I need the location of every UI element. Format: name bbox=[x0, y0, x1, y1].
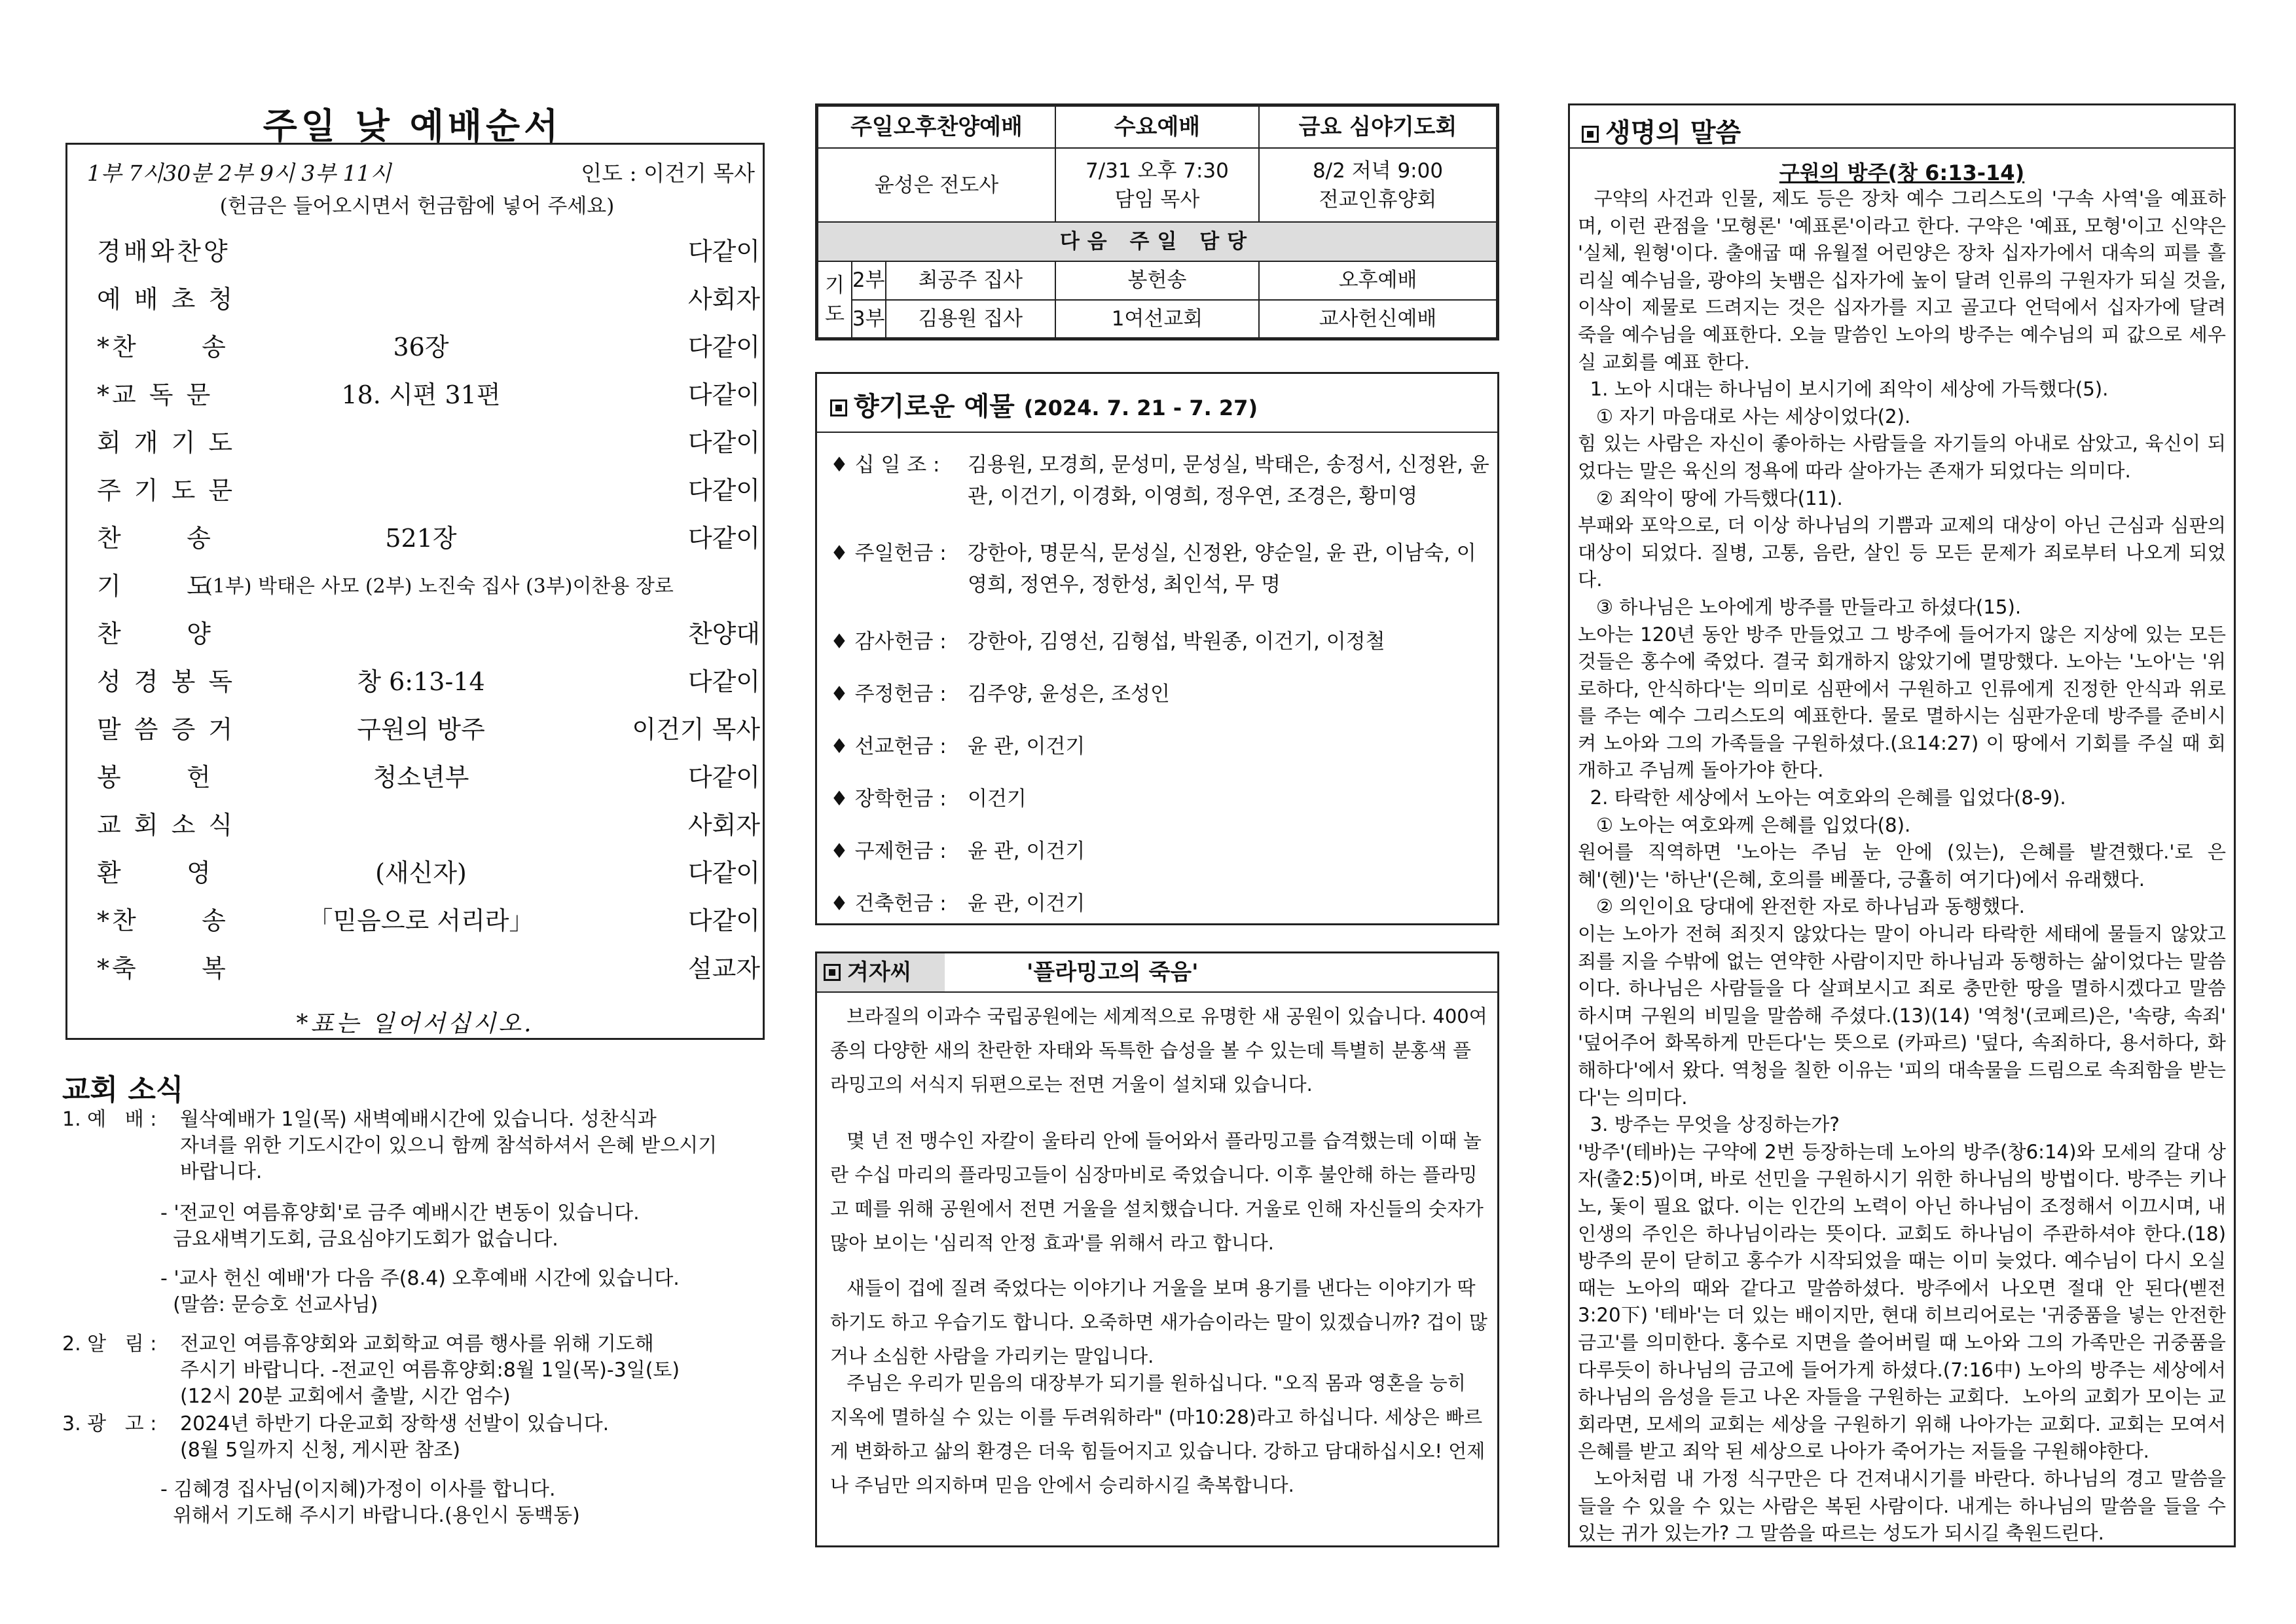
sermon-paragraph: 1. 노아 시대는 하나님이 보시기에 죄악이 세상에 가득했다(5). bbox=[1578, 378, 2109, 401]
sermon-paragraph: ① 자기 마음대로 사는 세상이었다(2). bbox=[1578, 405, 1911, 428]
sermon-paragraph: 구약의 사건과 인물, 제도 등은 장차 예수 그리스도의 '구속 사역'을 예표하며, 이런 관점을 '모형론' '예표론'이라고 한다. 구약은 '예표, 모형'이고 신약은 '실체, 원형'이다. 출애굽 때 유월절 어린양은 장차 십자가에서 대속의 피를 흘리실 예수님을, 광야의 놋뱀은 십자가에 높이 달려 인류의 구원자가 되실 것을, 이삭이 제물로 드려지는 것은 십자가를 지고 골고다 언덕에서 십자가에 달려 죽을 예수님을 예표한다. 오늘 말씀인 노아의 방주는 예수님의 피 값으로 세우실 교회를 예표 한다. bbox=[1578, 187, 2232, 373]
order-item-leader: 다같이 bbox=[687, 667, 760, 696]
offering-row-label: ♦ 건축헌금 : bbox=[830, 892, 947, 915]
order-item-leader: 다같이 bbox=[687, 906, 760, 935]
offering-row-label: ♦ 구제헌금 : bbox=[830, 840, 947, 863]
order-item-name: 찬 송 bbox=[97, 524, 213, 553]
essay-paragraph: 새들이 겁에 질려 죽었다는 이야기나 거울을 보며 용기를 낸다는 이야기가 딱하기도 하고 우습기도 합니다. 오죽하면 새가슴이라는 말이 있겠습니까? 겁이 많거나 소심한 사람을 가리키는 말입니다. bbox=[830, 1277, 1488, 1367]
order-item-detail: (1부) 박태은 사모 (2부) 노진숙 집사 (3부)이찬용 장로 bbox=[205, 575, 674, 598]
news-line: 자녀를 위한 기도시간이 있으니 함께 참석하셔서 은혜 받으시기 bbox=[180, 1134, 718, 1157]
news-item-text bbox=[160, 1477, 763, 1529]
offering-row-names: 윤 관, 이건기 bbox=[968, 840, 1085, 863]
offering-row-label: ♦ 감사헌금 : bbox=[830, 630, 947, 654]
offering-song-value: 1여선교회 bbox=[1055, 300, 1259, 338]
order-item-content: 구원의 방주 bbox=[357, 715, 485, 744]
essay-section bbox=[815, 951, 1499, 1547]
next-week-title: 다음 주일 담당 bbox=[818, 222, 1497, 261]
order-item-leader: 찬양대 bbox=[687, 619, 760, 648]
offering-title: 향기로운 예물 (2024. 7. 21 - 7. 27) bbox=[830, 386, 1258, 423]
sermon-paragraph: 노아는 120년 동안 방주 만들었고 그 방주에 들어가지 않은 지상에 있는 모든 것들은 홍수에 죽었다. 결국 회개하지 않았기에 멸망했다. 노아는 '노아'는 '위로하다, 안식하다'는 의미로 심판에서 구원하고 인류에게 진정한 안식과 위로를 주는 예수 그리스도의 예표한다. 물로 멸하시는 심판가운데 방주를 준비시켜 노아와 그의 가족들을 구원하셨다.(요14:27) 이 땅에서 기회를 주실 때 회개하고 주님께 돌아가야 한다. bbox=[1578, 623, 2232, 782]
news-line: 금요새벽기도회, 금요심야기도회가 없습니다. bbox=[160, 1228, 558, 1251]
order-item-leader: 다같이 bbox=[687, 858, 760, 887]
sermon-paragraph: ② 의인이요 당대에 완전한 자로 하나님과 동행했다. bbox=[1578, 895, 2025, 918]
offering-row-names: 강한아, 명문식, 문성실, 신정완, 양순일, 윤 관, 이남숙, 이영희, 정연우, 정한성, 최인석, 무 명 bbox=[968, 542, 1476, 597]
essay-tag: 겨자씨 bbox=[817, 953, 945, 991]
order-row bbox=[67, 365, 767, 413]
essay-paragraph: 몇 년 전 맹수인 자칼이 울타리 안에 들어와서 플라밍고를 습격했는데 이때 놀란 수십 마리의 플라밍고들이 심장마비로 죽었습니다. 이후 불안해 하는 플라밍고 떼를 위해 공원에서 전면 거울을 설치했습니다. 거울로 인해 자신들의 숫자가 많아 보이는 '심리적 안정 효과'를 위해서 라고 합니다. bbox=[830, 1130, 1484, 1254]
order-item-leader: 다같이 bbox=[687, 763, 760, 792]
sermon-title: 구원의 방주(창 6:13-14) bbox=[1779, 160, 2025, 185]
news-item-label: 2. 알 림 : bbox=[62, 1333, 157, 1356]
schedule-header-sunday-pm: 주일오후찬양예배 bbox=[818, 106, 1055, 148]
offering-row-names: 이건기 bbox=[968, 787, 1027, 811]
order-row bbox=[67, 318, 767, 365]
offering-row-label: ♦ 주일헌금 : bbox=[830, 542, 947, 565]
offering-row-names: 강한아, 김영선, 김형섭, 박원종, 이건기, 이정철 bbox=[968, 630, 1385, 654]
offering-row-names: 윤 관, 이건기 bbox=[968, 735, 1085, 758]
offering-row-label: ♦ 십 일 조 : bbox=[830, 453, 940, 477]
offering-divider bbox=[817, 432, 1497, 433]
order-item-name: *교 독 문 bbox=[97, 380, 213, 409]
prayer-label: 기 도 bbox=[818, 261, 852, 338]
order-item-leader: 사회자 bbox=[687, 811, 760, 840]
order-item-name: 예 배 초 청 bbox=[97, 285, 236, 314]
order-item-content: 창 6:13-14 bbox=[357, 667, 485, 696]
order-row bbox=[67, 700, 767, 747]
order-item-name: 주 기 도 문 bbox=[97, 476, 236, 505]
sermon-paragraph: ③ 하나님은 노아에게 방주를 만들라고 하셨다(15). bbox=[1578, 595, 2022, 618]
order-item-name: 성 경 봉 독 bbox=[97, 667, 236, 696]
news-line: - '전교인 여름휴양회'로 금주 예배시간 변동이 있습니다. bbox=[160, 1202, 640, 1225]
offering-row-names: 윤 관, 이건기 bbox=[968, 892, 1085, 915]
news-line: - 김혜경 집사님(이지혜)가정이 이사를 합니다. bbox=[160, 1478, 556, 1501]
sermon-paragraph: 노아처럼 내 가정 식구만은 다 건져내시기를 바란다. 하나님의 경고 말씀을 들을 수 있을 수 있는 사람은 복된 사람이다. 내게는 하나님의 말씀을 들을 수 있는 귀가 있는가? 그 말씀을 따르는 성도가 되시길 축원드린다. bbox=[1578, 1467, 2232, 1545]
schedule-header-friday: 금요 심야기도회 bbox=[1259, 106, 1497, 148]
order-item-name: 경배와찬양 bbox=[97, 237, 230, 266]
news-line: 월삭예배가 1일(목) 새벽예배시간에 있습니다. 성찬식과 bbox=[180, 1108, 657, 1131]
news-line: 위해서 기도해 주시기 바랍니다.(용인시 동백동) bbox=[160, 1504, 580, 1527]
sermon-paragraph: 원어를 직역하면 '노아는 주님 눈 안에 (있는), 은혜를 발견했다.'로 은혜'(헨)'는 '하난'(은혜, 호의를 베풀다, 긍휼히 여기다)에서 유래했다. bbox=[1578, 841, 2226, 891]
schedule-header-wednesday: 수요예배 bbox=[1055, 106, 1259, 148]
order-item-name: 회 개 기 도 bbox=[97, 428, 236, 457]
offering-row-label: ♦ 장학헌금 : bbox=[830, 787, 947, 811]
friday-info: 8/2 저녁 9:00 전교인휴양회 bbox=[1259, 148, 1497, 222]
sermon-paragraph: 부패와 포악으로, 더 이상 하나님의 기쁨과 교제의 대상이 아닌 근심과 심판의 대상이 되었다. 질병, 고통, 음란, 살인 등 모든 문제가 죄로부터 나오게 되었다. bbox=[1578, 514, 2232, 591]
order-row bbox=[67, 843, 767, 891]
news-line: 전교인 여름휴양회와 교회학교 여름 행사를 위해 기도해 bbox=[180, 1333, 654, 1356]
order-item-leader: 다같이 bbox=[687, 237, 760, 266]
order-row bbox=[67, 796, 767, 843]
order-item-name: *찬 송 bbox=[97, 906, 228, 935]
offering-song-label: 봉헌송 bbox=[1055, 261, 1259, 299]
order-item-name: 기 도 bbox=[97, 572, 213, 600]
afternoon-service-label: 오후예배 bbox=[1259, 261, 1497, 299]
prayer-part2: 2부 bbox=[852, 261, 886, 299]
order-item-name: *축 복 bbox=[97, 954, 228, 983]
order-item-leader: 설교자 bbox=[687, 954, 760, 983]
square-bullet-icon bbox=[824, 964, 841, 981]
square-bullet-icon bbox=[830, 399, 847, 416]
prayer-part3-name: 김용원 집사 bbox=[886, 300, 1055, 338]
order-item-leader: 이건기 목사 bbox=[632, 715, 760, 744]
news-item-text bbox=[180, 1331, 782, 1410]
order-row bbox=[67, 509, 767, 556]
sermon-paragraph: 이는 노아가 전혀 죄짓지 않았다는 말이 아니라 타락한 세태에 물들지 않았고 죄를 지을 수밖에 없는 연약한 사람이지만 하나님과 동행하는 삶이었다는 말씀이다. 하나님은 사람들을 다 살펴보시고 죄로 충만한 땅을 멸하시겠다고 말씀하시며 구원의 비밀을 말씀해 주셨다.(13)(14) '역청'(코페르)은, '속량, 속죄' '덮어주어 화목하게 만든다'는 뜻으로 (카파르) '덮다, 속죄하다, 용서하다, 화해하다'에서 왔다. 역청을 칠한 이유는 '피의 대속물을 드림으로 속죄함을 받는다'는 의미다. bbox=[1578, 923, 2232, 1109]
sermon-paragraph: ② 죄악이 땅에 가득했다(11). bbox=[1578, 487, 1843, 509]
offering-row-label: ♦ 선교헌금 : bbox=[830, 735, 947, 758]
news-item-text bbox=[180, 1411, 782, 1464]
sermon-paragraph: 2. 타락한 세상에서 노아는 여호와의 은혜를 입었다(8-9). bbox=[1578, 786, 2066, 809]
order-row bbox=[67, 939, 767, 986]
order-item-leader: 다같이 bbox=[687, 380, 760, 409]
news-item-label: 1. 예 배 : bbox=[62, 1108, 157, 1131]
order-item-leader: 다같이 bbox=[687, 428, 760, 457]
order-row bbox=[67, 222, 767, 269]
order-item-name: 찬 양 bbox=[97, 619, 213, 648]
news-line: 2024년 하반기 다운교회 장학생 선발이 있습니다. bbox=[180, 1412, 610, 1435]
service-leader: 인도 : 이건기 목사 bbox=[581, 160, 755, 186]
essay-paragraph: 브라질의 이과수 국립공원에는 세계적으로 유명한 새 공원이 있습니다. 400여종의 다양한 새의 찬란한 자태와 독특한 습성을 볼 수 있는데 특별히 분홍색 플라밍고의 서식지 뒤편으로는 전면 거울이 설치돼 있습니다. bbox=[830, 1005, 1487, 1096]
order-item-content: 521장 bbox=[385, 524, 457, 553]
order-row bbox=[67, 461, 767, 508]
order-item-leader: 다같이 bbox=[687, 333, 760, 361]
offering-section bbox=[815, 372, 1499, 925]
afternoon-service-value: 교사헌신예배 bbox=[1259, 300, 1497, 338]
prayer-part2-name: 최공주 집사 bbox=[886, 261, 1055, 299]
news-item-text bbox=[180, 1107, 782, 1185]
sermon-section-title: 생명의 말씀 bbox=[1582, 112, 1741, 149]
square-bullet-icon bbox=[1582, 126, 1599, 143]
order-row bbox=[67, 604, 767, 652]
news-line: (8월 5일까지 신청, 게시판 참조) bbox=[180, 1439, 461, 1462]
service-times: 1부 7시30분 2부 9시 3부 11시 bbox=[87, 160, 392, 186]
prayer-part3: 3부 bbox=[852, 300, 886, 338]
order-row bbox=[67, 557, 767, 604]
order-item-content: 18. 시편 31편 bbox=[341, 380, 501, 409]
order-item-leader: 사회자 bbox=[687, 285, 760, 314]
sermon-header bbox=[1570, 105, 2234, 149]
order-note: *표는 일어서십시오. bbox=[296, 1010, 534, 1037]
order-row bbox=[67, 270, 767, 317]
sermon-paragraph: '방주'(테바)는 구약에 2번 등장하는데 노아의 방주(창6:14)와 모세의 갈대 상자(출2:5)이며, 바로 선민을 구원하시기 위한 하나님의 방법이다. 방주는 키나 노, 돛이 필요 없다. 이는 인간의 노력이 아닌 하나님이 조정해서 이끄시며, 내 인생의 주인은 하나님이라는 뜻이다. 교회도 하나님이 주관하셔야 한다.(18) 방주의 문이 닫히고 홍수가 시작되었을 때는 이미 늦었다. 예수님이 다시 오실 때는 노아의 때와 같다고 말씀하셨다. 방주에서 나오면 절대 안 된다(벧전 3:20下) '테바'는 더 있는 배이지만, 현대 히브리어로는 '귀중품을 넣는 안전한 금고'를 의미한다. 홍수로 지면을 쓸어버릴 때 노아와 그의 가족만은 귀중품을 다루듯이 하나님의 금고에 들어가게 하셨다.(7:16中) 노아의 방주는 세상에서 하나님의 음성을 듣고 나온 자들을 구원하는 교회다. 노아의 교회가 모이는 교회라면, 모세의 교회는 세상을 구원하기 위해 나아가는 교회다. 교회는 모여서 은혜를 받고 죄악 된 세상으로 나아가 죽어가는 저들을 구원해야한다. bbox=[1578, 1140, 2232, 1463]
news-line: 주시기 바랍니다. -전교인 여름휴양회:8월 1일(목)-3일(토) bbox=[180, 1359, 680, 1382]
offering-row-names: 김용원, 모경희, 문성미, 문성실, 박태은, 송정서, 신정완, 윤 관, 이건기, 이경화, 이영희, 정우연, 조경은, 황미영 bbox=[968, 453, 1489, 508]
sunday-pm-preacher: 윤성은 전도사 bbox=[818, 148, 1055, 222]
news-line: - '교사 헌신 예배'가 다음 주(8.4) 오후예배 시간에 있습니다. bbox=[160, 1267, 680, 1290]
news-line: 바랍니다. bbox=[180, 1160, 263, 1183]
order-item-content: 36장 bbox=[393, 333, 449, 361]
offering-notice: (헌금은 들어오시면서 헌금함에 넣어 주세요) bbox=[219, 194, 615, 218]
essay-header bbox=[817, 953, 1497, 993]
news-item-label: 3. 광 고 : bbox=[62, 1412, 157, 1435]
sermon-paragraph: 힘 있는 사람은 자신이 좋아하는 사람들을 자기들의 아내로 삼았고, 육신이 되었다는 말은 육신의 정욕에 따라 살아가는 존재가 되었다는 의미다. bbox=[1578, 432, 2226, 482]
sermon-section bbox=[1568, 103, 2236, 1547]
news-item-text bbox=[160, 1200, 763, 1253]
news-line: (말씀: 문승호 선교사님) bbox=[160, 1293, 378, 1316]
news-item-text bbox=[160, 1266, 763, 1318]
order-item-content: (새신자) bbox=[375, 858, 467, 887]
order-box bbox=[65, 143, 765, 1040]
essay-paragraph: 주님은 우리가 믿음의 대장부가 되기를 원하십니다. "오직 몸과 영혼을 능히 지옥에 멸하실 수 있는 이를 두려워하라" (마10:28)라고 하십니다. 세상은 빠르게 변화하고 삶의 환경은 더욱 힘들어지고 있습니다. 강하고 담대하십시오! 언제나 주님만 의지하며 믿음 안에서 승리하시길 축복합니다. bbox=[830, 1372, 1485, 1496]
sermon-paragraph: 3. 방주는 무엇을 상징하는가? bbox=[1578, 1113, 1840, 1136]
news-title: 교회 소식 bbox=[62, 1073, 184, 1107]
schedule-table bbox=[815, 103, 1499, 341]
order-row bbox=[67, 413, 767, 460]
sermon-body bbox=[1578, 185, 2232, 1547]
order-item-content: 「믿음으로 서리라」 bbox=[308, 906, 534, 935]
order-row bbox=[67, 748, 767, 795]
order-item-name: *찬 송 bbox=[97, 333, 228, 361]
order-title: 주일 낮 예배순서 bbox=[263, 105, 562, 147]
news-line: (12시 20분 교회에서 출발, 시간 엄수) bbox=[180, 1385, 511, 1408]
essay-title: '플라밍고의 죽음' bbox=[1027, 959, 1199, 986]
sermon-paragraph: ① 노아는 여호와께 은혜를 입었다(8). bbox=[1578, 813, 1911, 836]
order-item-leader: 다같이 bbox=[687, 524, 760, 553]
offering-row-label: ♦ 주정헌금 : bbox=[830, 682, 947, 706]
offering-row-names: 김주양, 윤성은, 조성인 bbox=[968, 682, 1170, 706]
wednesday-info: 7/31 오후 7:30 담임 목사 bbox=[1055, 148, 1259, 222]
order-item-content: 청소년부 bbox=[373, 763, 469, 792]
order-row bbox=[67, 891, 767, 938]
order-row bbox=[67, 652, 767, 699]
order-item-name: 교 회 소 식 bbox=[97, 811, 236, 840]
order-item-leader: 다같이 bbox=[687, 476, 760, 505]
order-item-name: 환 영 bbox=[97, 858, 213, 887]
order-item-name: 봉 헌 bbox=[97, 763, 213, 792]
order-item-name: 말 씀 증 거 bbox=[97, 715, 236, 744]
